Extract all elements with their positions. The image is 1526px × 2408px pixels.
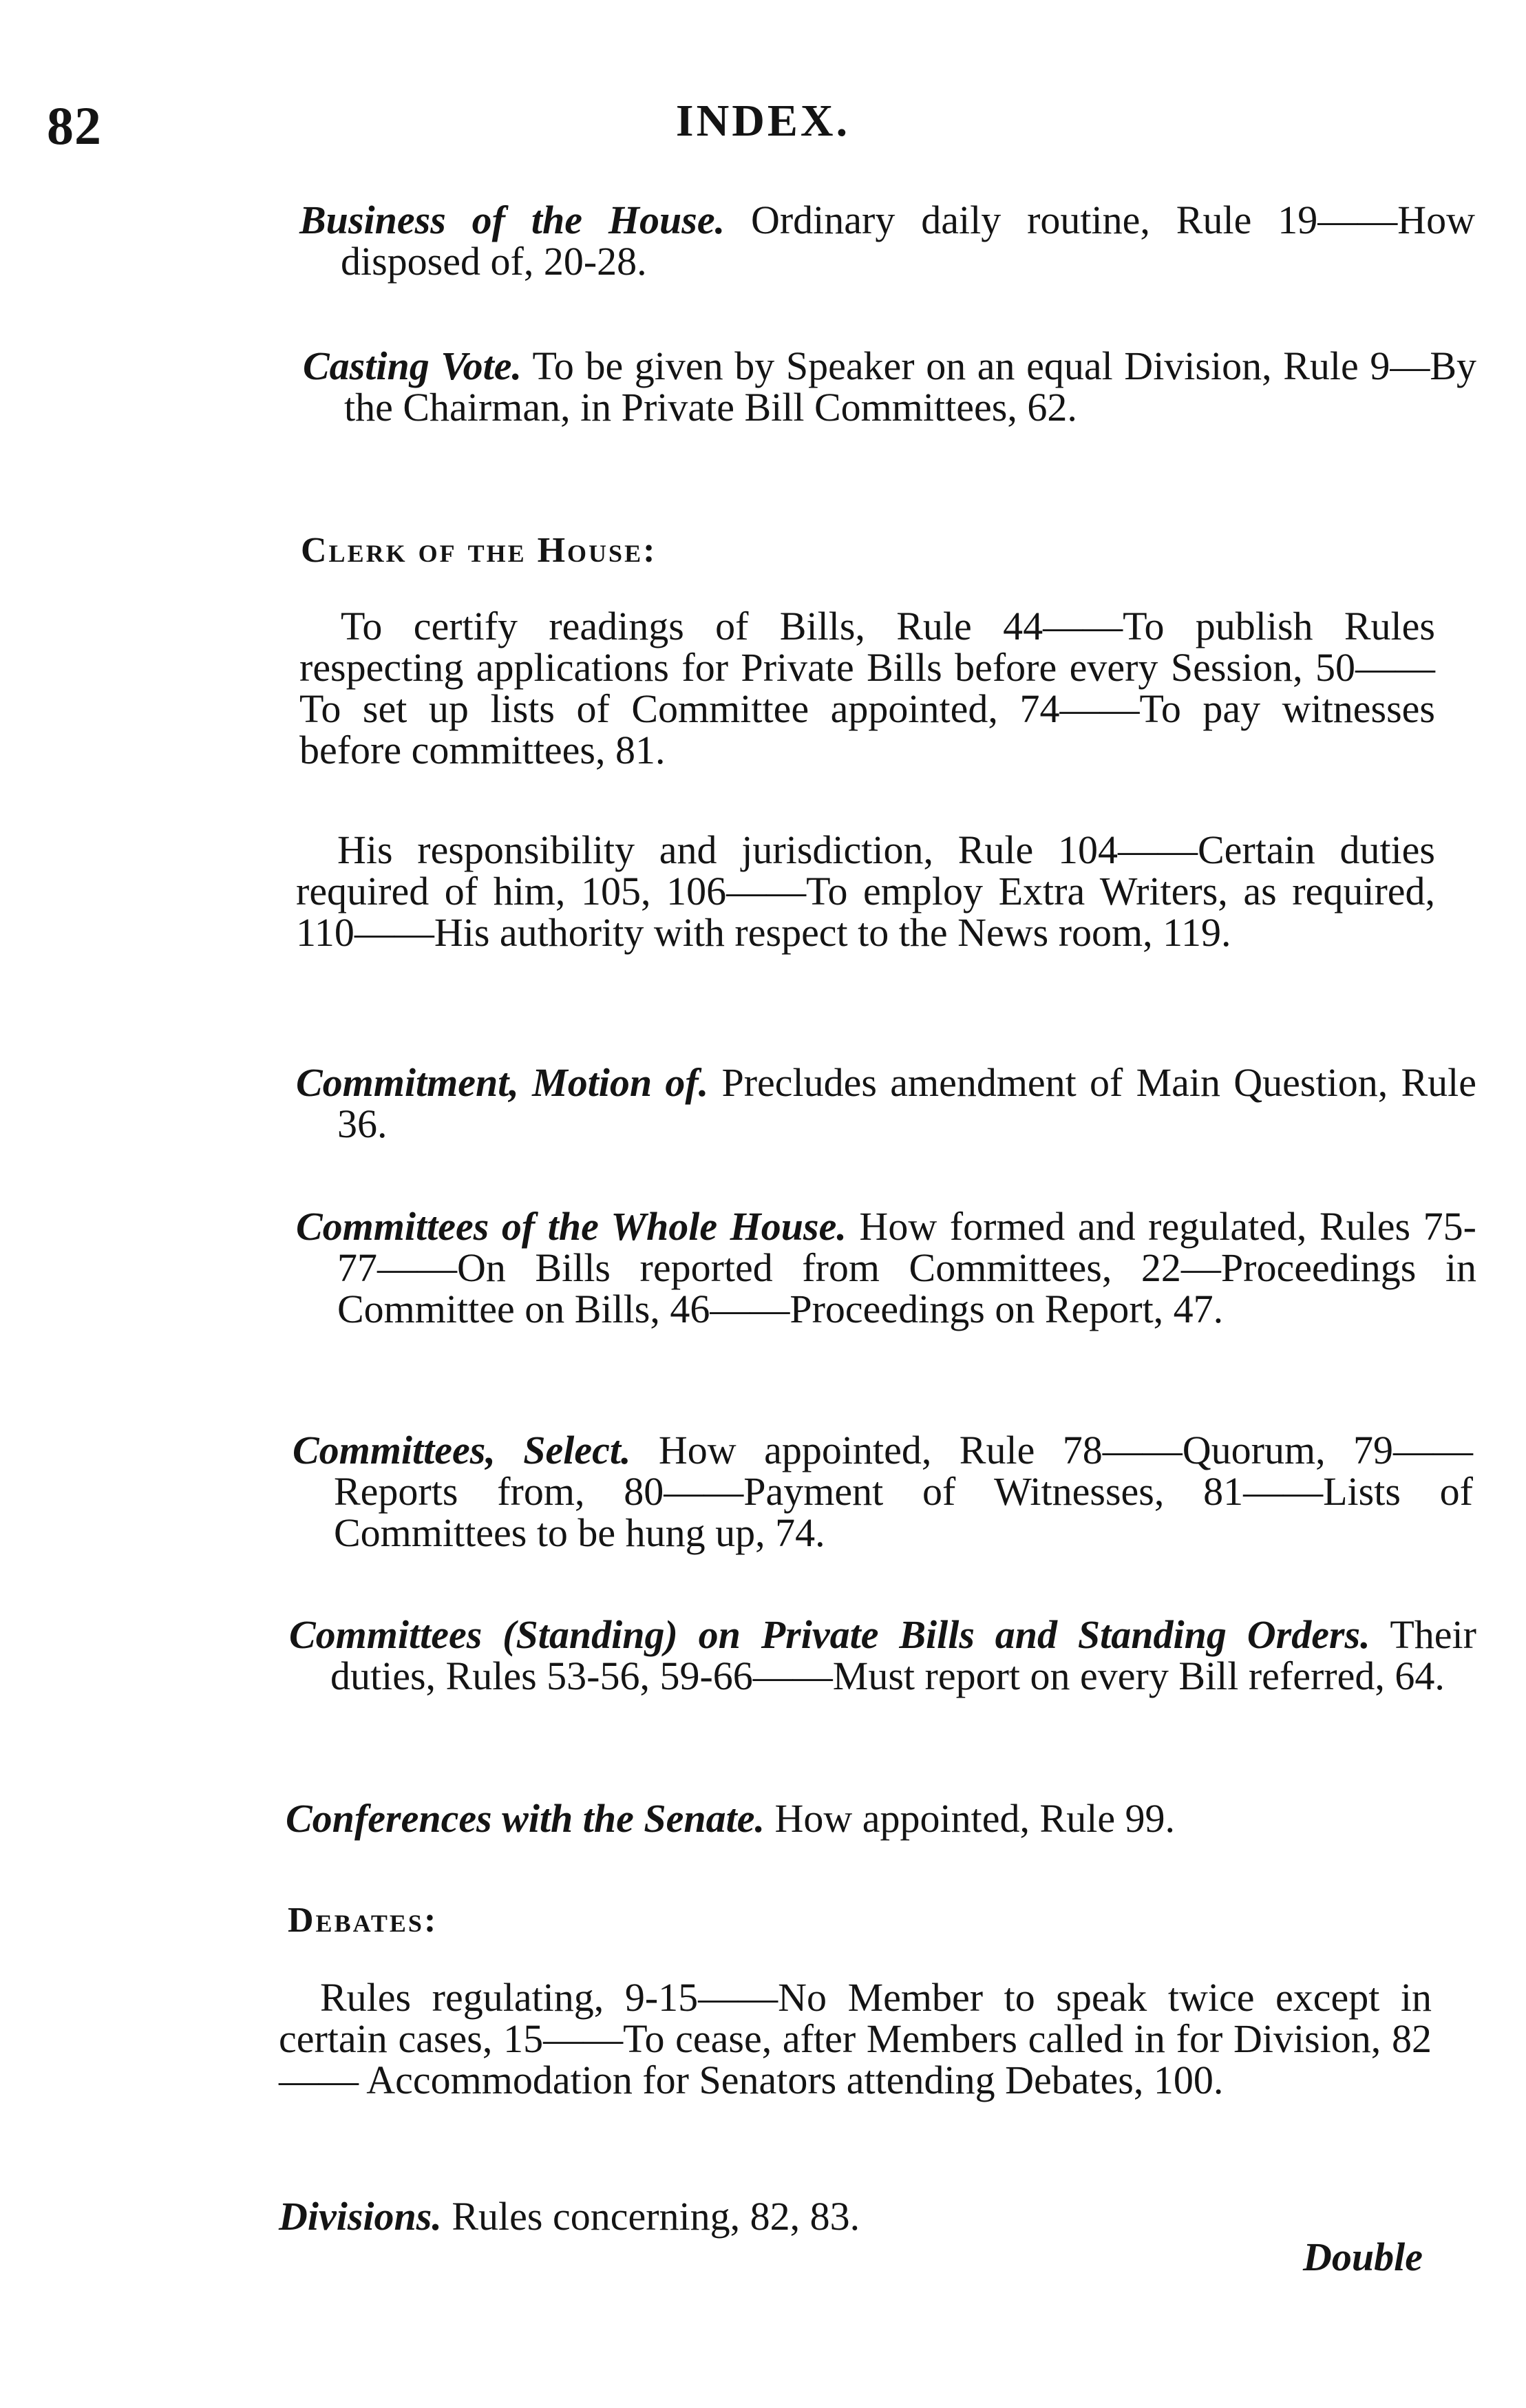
entry-text: Precludes amendment of Main Question, Rule 36. xyxy=(337,1060,1476,1146)
entry-head: Business of the House. xyxy=(299,198,725,242)
index-entry-committees-whole-house xyxy=(296,1206,1476,1330)
index-entry-clerk-duties xyxy=(299,606,1435,771)
entry-head: Commitment, Motion of. xyxy=(296,1060,709,1105)
entry-head: Conferences with the Senate. xyxy=(286,1796,765,1841)
entry-text: Ordinary daily routine, Rule 19——How disposed of, 20-28. xyxy=(341,198,1475,284)
index-entry-divisions xyxy=(279,2196,1473,2237)
entry-head: Casting Vote. xyxy=(303,344,522,388)
index-entry-committees-standing xyxy=(289,1614,1476,1697)
section-heading-debates: Debates: xyxy=(288,1901,438,1940)
entry-text: How formed and regulated, Rules 75-77——On Bills reported from Committees, 22—Proceedings in Committee on Bills, 46——Proceedings on Report, 47. xyxy=(337,1204,1476,1331)
entry-text: How appointed, Rule 78——Quorum, 79——Reports from, 80——Payment of Witnesses, 81——Lists of Committees to be hung up, 74. xyxy=(334,1428,1473,1555)
index-entry-debates-rules xyxy=(279,1977,1432,2101)
entry-head: Divisions. xyxy=(279,2194,442,2239)
section-heading-clerk: Clerk of the House: xyxy=(301,531,657,570)
entry-head: Committees (Standing) on Private Bills and Standing Orders. xyxy=(289,1612,1370,1657)
entry-text: His responsibility and jurisdiction, Rule 104——Certain duties required of him, 105, 106——To employ Extra Writers, as required, 110——His authority with respect to the News room, 119. xyxy=(296,827,1435,955)
index-entry-committees-select xyxy=(293,1430,1473,1554)
entry-head: Committees of the Whole House. xyxy=(296,1204,847,1249)
index-entry-casting-vote xyxy=(303,346,1476,428)
index-entry-commitment xyxy=(296,1062,1476,1145)
entry-text: To be given by Speaker on an equal Division, Rule 9—By the Chairman, in Private Bill Committees, 62. xyxy=(344,344,1477,430)
page-title: INDEX. xyxy=(675,96,851,146)
catchword: Double xyxy=(1303,2235,1423,2279)
index-entry-business xyxy=(299,200,1475,282)
page-number: 82 xyxy=(47,96,102,156)
entry-text: How appointed, Rule 99. xyxy=(765,1796,1176,1841)
entry-text: Rules regulating, 9-15——No Member to speak twice except in certain cases, 15——To cease, after Members called in for Division, 82—— Accommodation for Senators attending Debates, 100. xyxy=(279,1975,1432,2102)
entry-text: Their duties, Rules 53-56, 59-66——Must report on every Bill referred, 64. xyxy=(330,1612,1476,1698)
index-entry-clerk-responsibility xyxy=(296,827,1435,955)
entry-text: Rules concerning, 82, 83. xyxy=(441,2194,860,2239)
index-entry-conferences xyxy=(286,1798,1473,1839)
entry-text: To certify readings of Bills, Rule 44——To publish Rules respecting applications for Private Bills before every Session, 50——To set up lists of Committee appointed, 74——To pay witnesses before committees, 81. xyxy=(299,604,1435,772)
entry-head: Committees, Select. xyxy=(293,1428,631,1472)
